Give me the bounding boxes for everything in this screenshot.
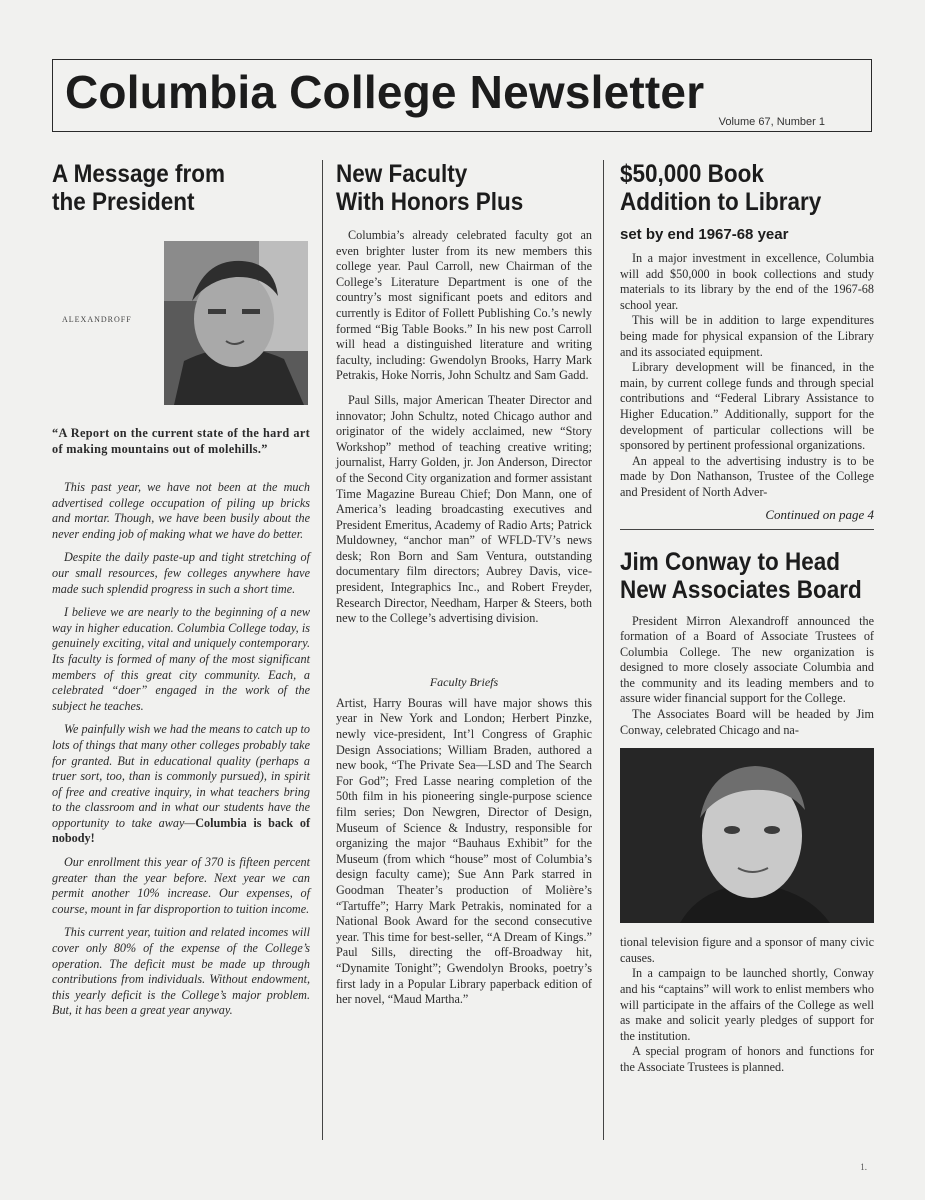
photo-caption: ALEXANDROFF [62,315,132,324]
headline-line-1: A Message from [52,160,225,188]
paragraph: tional television figure and a sponsor of many civic causes. [620,935,874,965]
column-rule-2 [603,160,604,1140]
paragraph: Columbia’s already celebrated faculty got an even brighter luster from its new members this college year. Paul Carroll, new Chairman of the College’s Literature Department is one of the country’s most significant poets and editors and currently is Editor of Follett Publishing Co.’s newly formed “Big Table Books.” In his new post Carroll will head a distinguished literature and writing faculty, including: Gwendolyn Brooks, Harry Mark Petrakis, Hoke Norris, John Schultz and Sam Gadd. [336,228,592,383]
masthead-title: Columbia College Newsletter [65,66,705,118]
paragraph: The Associates Board will be headed by Jim Conway, celebrated Chicago and na- [620,707,874,737]
library-article [620,160,874,1076]
paragraph: An appeal to the advertising industry is to be made by Don Nathanson, Trustee of the College and President of North Adver- [620,453,874,499]
new-faculty-article [336,160,592,1008]
paragraph: President Mirron Alexandroff announced the formation of a Board of Associate Trustees of Columbia College. The new organization is designed to more closely associate Columbia and the community and its leading members and to assure wider financial support for the College. [620,613,874,706]
subheadline: set by end 1967-68 year [620,226,789,243]
quote-text: “A Report on the current state of the hard art of making mountains out of molehills.” [52,426,310,456]
president-message-body [52,480,310,1027]
paragraph: Our enrollment this year of 370 is fifteen percent greater than the year before. Next year we can permit another 10% increase. Our expenses, of course, mount in far disproportion to tuition income. [52,855,310,916]
closing-statement: Columbia is back of nobody! [52,815,310,846]
headline-line-2: Addition to Library [620,188,822,216]
paragraph: Despite the daily paste-up and tight stretching of our small resources, few colleges anywhere have made such splendid progress in such a short time. [52,550,310,596]
headline-line-2: With Honors Plus [336,188,524,216]
page-number: 1. [860,1162,867,1172]
paragraph: In a campaign to be launched shortly, Conway and his “captains” will work to enlist members who will participate in the affairs of the College as well as make and solicit yearly pledges of support for the institution. [620,966,874,1043]
masthead [52,59,872,132]
paragraph: A special program of honors and functions for the Associate Trustees is planned. [620,1044,874,1074]
paragraph: This will be in addition to large expenditures being made for physical expansion of the Library and its associated equipment. [620,313,874,359]
continued-link[interactable]: Continued on page 4 [620,507,874,530]
paragraph: This current year, tuition and related incomes will cover only 80% of the expense of the College’s operation. The deficit must be made up through contributions from individuals. Without endowment, this yearly deficit is the College’s major problem. But, it has been a great year anyway. [52,925,310,1018]
president-photo [164,241,308,405]
column-rule-1 [322,160,323,1140]
paragraph: Paul Sills, major American Theater Director and innovator; John Schultz, noted Chicago author and originator of the widely acclaimed, new “Story Workshop” method of teaching creative writing; journalist, Harry Golden, jr. Jon Anderson, Director of the Second City organization and former assistant Time Magazine Bureau Chief; Don Mann, one of America’s leading broadcasting executives and President Emeritus, Academy of Radio Arts; Patrick Muldowney, “anchor man” of WFLD-TV’s news desk; Ron Born and Sam Ventura, outstanding documentary film directors; Aubrey Davis, vice-president, Integraphics Inc., and Robert Freyder, Research Director, Needham, Harper & Steers, both new to the College’s advertising division. [336,392,592,626]
paragraph [52,722,310,847]
paragraph-text: We painfully wish we had the means to catch up to lots of things that many other colleges probably take for granted. But in educational quality (perhaps a truer sort, too, than is commonly pursued), in spirit of free and creative inquiry, in what teachers bring to the classroom and in what our students have the opportunity to take away— [52,722,310,830]
faculty-briefs-heading: Faculty Briefs [429,674,499,689]
headline-line-1: New Faculty [336,160,468,188]
headline-line-1: Jim Conway to Head [620,547,841,576]
paragraph: In a major investment in excellence, Columbia will add $50,000 in book collections and study materials to its library by the end of the 1967-68 school year. [620,251,874,312]
paragraph: This past year, we have not been at the much advertised college occupation of piling up bricks and mortar. Though, we have been busily about the never ending job of making what we have do better. [52,480,310,541]
conway-photo [620,748,874,923]
volume-number: Volume 67, Number 1 [718,116,825,128]
headline-line-2: the President [52,188,195,216]
report-quote [52,425,310,457]
headline-line-2: New Associates Board [620,575,862,604]
headline-line-1: $50,000 Book [620,160,764,188]
president-message-article [52,160,314,1018]
paragraph: Artist, Harry Bouras will have major shows this year in New York and London; Herbert Pinzke, newly vice-president, Int’l Congress of Graphic Design Associations; William Braden, authored a new book, “The Private Sea—LSD and The Search For God”; Fred Lasse nearing completion of the 50th film in his pioneering single-purpose science film series; Don Newgren, Director of Design, Museum of Science & Industry, responsible for organizing the major “Bauhaus Exhibit” for the Museum (from which “house” most of Columbia’s design faculty came); Sue Ann Park starred in Goodman Theater’s production of Molière’s “Tartuffe”; Harry Mark Petrakis, nominated for a National Book Award for the second consecutive year. This time for best-seller, “A Dream of Kings.” Paul Sills, directing the off-Broadway hit, “Dynamite Tonight”; Gwendolyn Brooks, poetry’s first lady in a Popular Library paperback edition of her novel, “Maud Martha.” [336,695,592,1007]
paragraph: Library development will be financed, in the main, by current college funds and through special contributions and “Federal Library Assistance to Higher Education.” Additionally, support for the development of particular collections will be sponsored by pertinent professional organizations. [620,360,874,453]
paragraph: I believe we are nearly to the beginning of a new way in higher education. Columbia College today, is genuinely exciting, vital and uniquely contemporary. Its faculty is formed of many of the most significant members of this great city community. Each, a celebrated “doer” engaged in the work of the subject he teaches. [52,605,310,713]
